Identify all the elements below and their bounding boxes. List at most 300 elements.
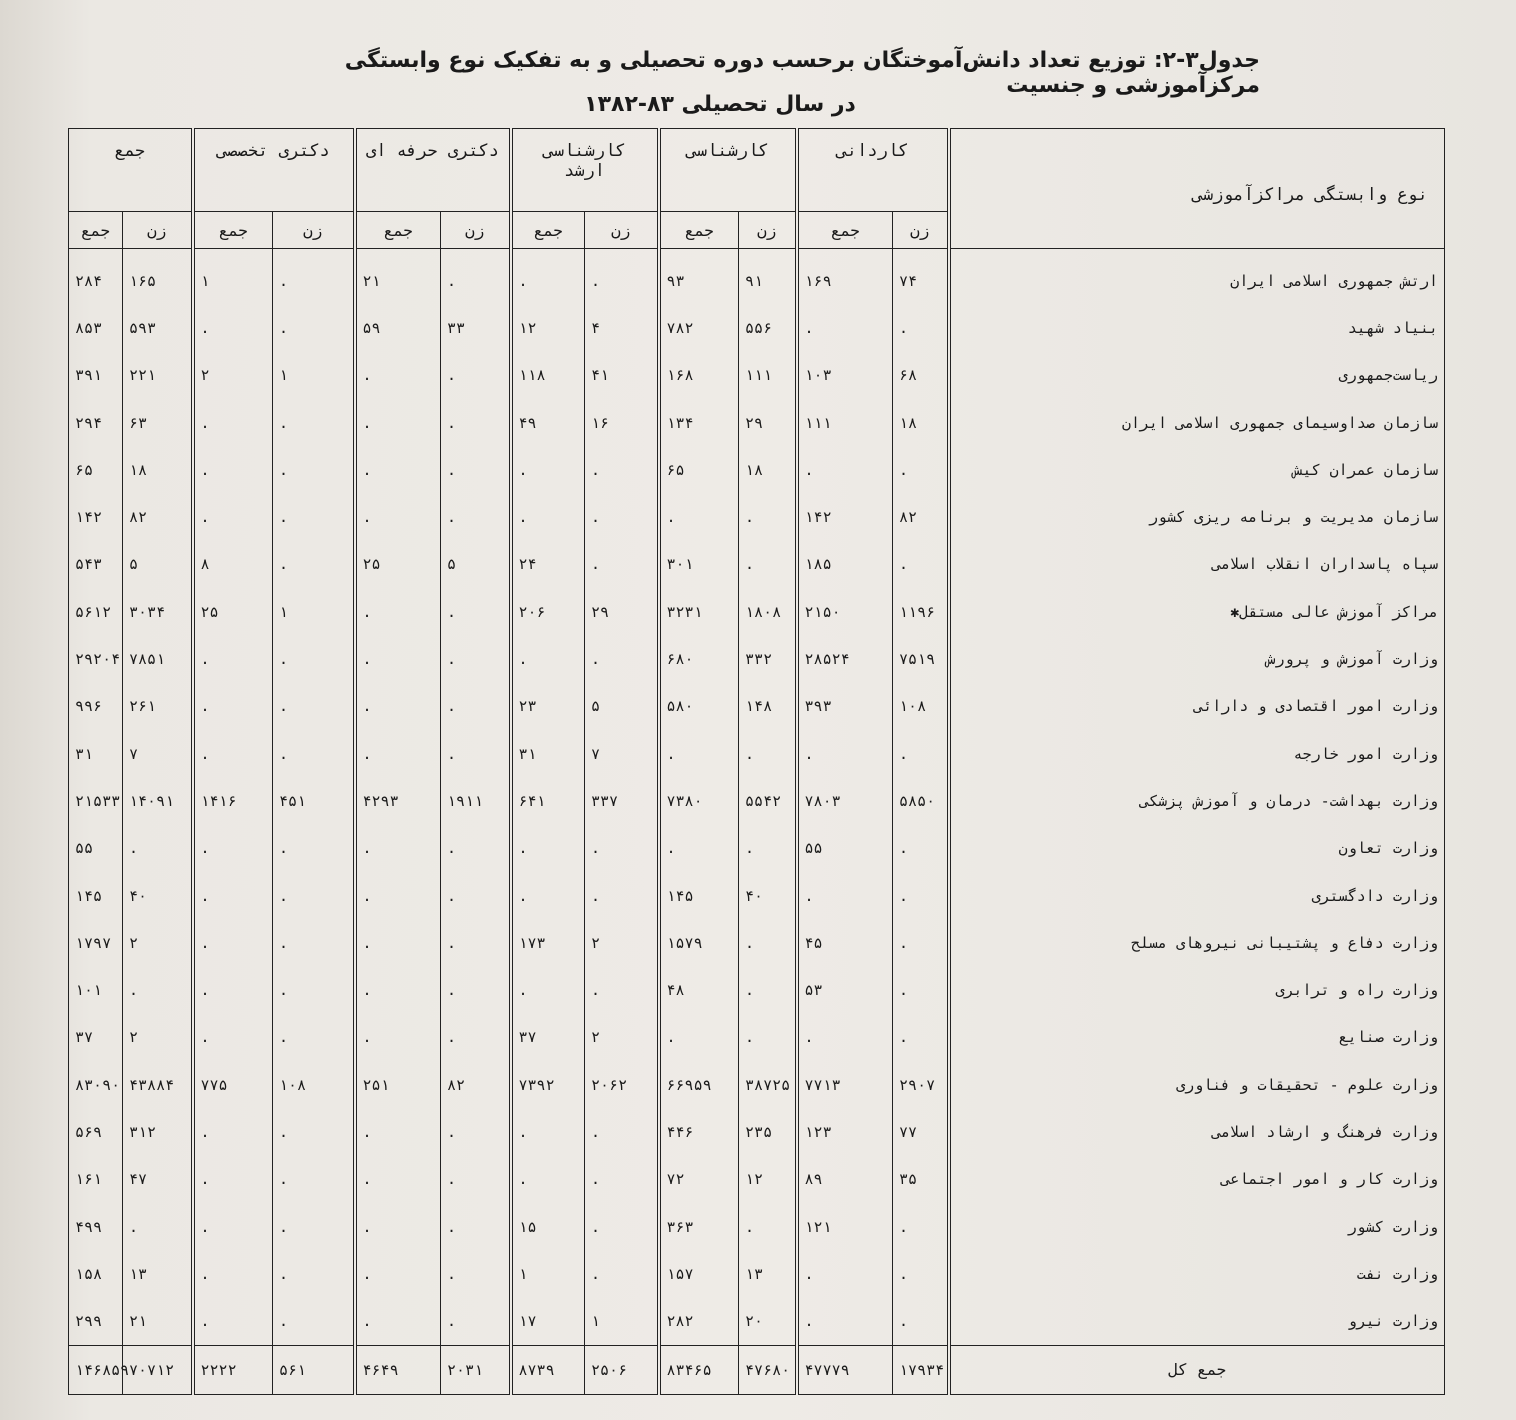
subheader-jam: جمع: [659, 212, 739, 249]
table-cell: ۱: [585, 1298, 659, 1346]
table-cell: ۱۱۱: [797, 399, 893, 446]
table-cell: ۳۰۳۴: [123, 588, 193, 635]
table-cell: .: [193, 304, 273, 351]
row-category: وزارت راه و ترابری: [949, 966, 1445, 1013]
table-cell: ۷۸۰۳: [797, 777, 893, 824]
table-cell: .: [273, 399, 355, 446]
table-cell: ۱۸۰۸: [739, 588, 797, 635]
table-row: [69, 352, 1445, 399]
subheader-jam: جمع: [355, 212, 441, 249]
table-row: [69, 1108, 1445, 1155]
row-category: وزارت امور خارجه: [949, 730, 1445, 777]
table-cell: ۲۰۶۲: [585, 1061, 659, 1108]
row-category: وزارت بهداشت- درمان و آموزش پزشکی: [949, 777, 1445, 824]
table-cell: ۷: [123, 730, 193, 777]
table-row: [69, 1250, 1445, 1297]
table-cell: ۵۵۶: [739, 304, 797, 351]
table-cell: .: [511, 493, 585, 540]
table-cell: .: [739, 541, 797, 588]
table-cell: ۲: [123, 1014, 193, 1061]
table-cell: .: [659, 1014, 739, 1061]
table-cell: .: [273, 1203, 355, 1250]
table-cell: .: [193, 825, 273, 872]
table-cell: .: [585, 541, 659, 588]
table-row: [69, 825, 1445, 872]
table-cell: .: [511, 1156, 585, 1203]
table-cell: .: [739, 1014, 797, 1061]
table-cell: .: [273, 249, 355, 305]
table-cell: .: [273, 304, 355, 351]
table-cell: .: [193, 635, 273, 682]
table-cell: .: [355, 825, 441, 872]
table-row: [69, 872, 1445, 919]
table-cell: .: [193, 493, 273, 540]
table-cell: ۵: [123, 541, 193, 588]
subheader-jam: جمع: [797, 212, 893, 249]
row-category: سپاه پاسداران انقلاب اسلامی: [949, 541, 1445, 588]
table-row: [69, 1156, 1445, 1203]
table-cell: ۱۴۲: [69, 493, 123, 540]
table-cell: .: [193, 872, 273, 919]
table-cell: .: [355, 1156, 441, 1203]
table-cell: ۲: [193, 352, 273, 399]
table-cell: .: [585, 1203, 659, 1250]
table-cell: ۱۳۴: [659, 399, 739, 446]
table-cell: ۳۳۷: [585, 777, 659, 824]
table-cell: ۱۳: [739, 1250, 797, 1297]
table-cell: ۳۵: [893, 1156, 949, 1203]
table-row: [69, 919, 1445, 966]
table-cell: .: [441, 1108, 511, 1155]
table-cell: .: [355, 872, 441, 919]
table-cell: .: [441, 1203, 511, 1250]
table-cell: ۲۸۵۲۴: [797, 635, 893, 682]
table-cell: ۷۷: [893, 1108, 949, 1155]
table-cell: ۱: [273, 352, 355, 399]
table-cell: .: [273, 1298, 355, 1346]
table-cell: .: [441, 730, 511, 777]
table-cell: ۴: [585, 304, 659, 351]
table-row: [69, 541, 1445, 588]
table-cell: .: [511, 446, 585, 493]
subheader-jam: جمع: [193, 212, 273, 249]
table-cell: ۸۵۳: [69, 304, 123, 351]
table-cell: .: [355, 352, 441, 399]
table-cell: ۳۶۳: [659, 1203, 739, 1250]
table-cell: .: [123, 966, 193, 1013]
subheader-zan: زن: [739, 212, 797, 249]
table-cell: .: [659, 493, 739, 540]
table-cell: ۳۹۳: [797, 683, 893, 730]
total-cell: ۲۵۰۶: [585, 1345, 659, 1394]
category-header: نوع وابستگی مراکزآموزشی: [949, 129, 1445, 249]
table-cell: .: [511, 825, 585, 872]
table-cell: ۱۷۳: [511, 919, 585, 966]
table-row: [69, 249, 1445, 305]
row-category: وزارت کار و امور اجتماعی: [949, 1156, 1445, 1203]
table-cell: .: [355, 446, 441, 493]
table-cell: .: [273, 730, 355, 777]
table-cell: ۲: [123, 919, 193, 966]
table-cell: .: [739, 730, 797, 777]
table-row: [69, 446, 1445, 493]
table-cell: .: [441, 872, 511, 919]
table-cell: .: [797, 1250, 893, 1297]
table-row: [69, 635, 1445, 682]
subheader-jam: جمع: [69, 212, 123, 249]
total-label: جمع کل: [949, 1345, 1445, 1394]
table-cell: .: [893, 825, 949, 872]
table-cell: .: [193, 1108, 273, 1155]
table-cell: .: [585, 1108, 659, 1155]
row-category: وزارت نفت: [949, 1250, 1445, 1297]
table-cell: ۱۲: [739, 1156, 797, 1203]
table-cell: ۳۷: [511, 1014, 585, 1061]
table-cell: .: [893, 541, 949, 588]
total-cell: ۷۰۷۱۲: [123, 1345, 193, 1394]
subheader-zan: زن: [273, 212, 355, 249]
table-cell: ۱۰۸: [273, 1061, 355, 1108]
table-cell: .: [355, 399, 441, 446]
row-category: وزارت نیرو: [949, 1298, 1445, 1346]
row-category: مراکز آموزش عالی مستقل✱: [949, 588, 1445, 635]
table-cell: ۳۳: [441, 304, 511, 351]
table-cell: ۳۱: [69, 730, 123, 777]
table-cell: ۵۹: [355, 304, 441, 351]
table-cell: ۸: [193, 541, 273, 588]
row-category: وزارت کشور: [949, 1203, 1445, 1250]
table-cell: .: [193, 1250, 273, 1297]
statistics-table: [68, 128, 1445, 1395]
table-cell: .: [441, 1250, 511, 1297]
table-cell: ۲۱: [123, 1298, 193, 1346]
table-cell: .: [441, 588, 511, 635]
table-cell: ۵۶۹: [69, 1108, 123, 1155]
table-cell: .: [355, 1203, 441, 1250]
row-category: سازمان عمران کیش: [949, 446, 1445, 493]
total-cell: ۱۴۶۸۵۹: [69, 1345, 123, 1394]
table-cell: ۱۸: [123, 446, 193, 493]
table-cell: ۱۲: [511, 304, 585, 351]
table-cell: ۲: [585, 919, 659, 966]
table-cell: ۱۱۸: [511, 352, 585, 399]
table-cell: .: [273, 872, 355, 919]
row-category: وزارت دفاع و پشتیبانی نیروهای مسلح: [949, 919, 1445, 966]
table-cell: .: [659, 825, 739, 872]
total-row: [69, 1345, 1445, 1394]
table-cell: .: [273, 1108, 355, 1155]
table-cell: ۹۹۶: [69, 683, 123, 730]
table-cell: .: [273, 541, 355, 588]
table-cell: ۷۴: [893, 249, 949, 305]
table-cell: .: [797, 304, 893, 351]
table-cell: .: [585, 635, 659, 682]
table-cell: ۱۶۹: [797, 249, 893, 305]
table-cell: .: [355, 1298, 441, 1346]
table-cell: .: [893, 730, 949, 777]
table-cell: ۱۲۱: [797, 1203, 893, 1250]
subheader-zan: زن: [585, 212, 659, 249]
total-cell: ۴۷۶۸۰: [739, 1345, 797, 1394]
table-cell: .: [585, 446, 659, 493]
table-cell: ۱۵۸: [69, 1250, 123, 1297]
table-cell: .: [355, 730, 441, 777]
table-cell: ۶۴۱: [511, 777, 585, 824]
table-cell: ۲۱۵۳۳: [69, 777, 123, 824]
table-subtitle: در سال تحصیلی ۸۳-۱۳۸۲: [584, 92, 856, 117]
table-cell: .: [273, 1250, 355, 1297]
table-cell: .: [893, 1014, 949, 1061]
row-category: سازمان صداوسیمای جمهوری اسلامی ایران: [949, 399, 1445, 446]
table-cell: .: [355, 493, 441, 540]
table-cell: ۵۵۴۲: [739, 777, 797, 824]
table-cell: ۷۸۲: [659, 304, 739, 351]
table-cell: ۵۳: [797, 966, 893, 1013]
table-cell: .: [585, 1156, 659, 1203]
table-cell: ۱۸۵: [797, 541, 893, 588]
total-cell: ۱۷۹۳۴: [893, 1345, 949, 1394]
table-cell: .: [441, 446, 511, 493]
total-cell: ۸۳۴۶۵: [659, 1345, 739, 1394]
table-cell: ۷۵۱۹: [893, 635, 949, 682]
table-cell: ۵: [441, 541, 511, 588]
table-cell: .: [273, 493, 355, 540]
table-cell: ۱: [511, 1250, 585, 1297]
table-cell: .: [511, 1108, 585, 1155]
table-cell: .: [585, 1250, 659, 1297]
table-cell: ۲: [585, 1014, 659, 1061]
table-cell: .: [441, 683, 511, 730]
subheader-jam: جمع: [511, 212, 585, 249]
table-cell: ۷۷۵: [193, 1061, 273, 1108]
group-header-doktori-herfei: دکتری حرفه ای: [355, 129, 511, 212]
table-cell: ۲۹۴: [69, 399, 123, 446]
table-cell: ۱۶۸: [659, 352, 739, 399]
table-row: [69, 777, 1445, 824]
table-cell: ۶۳: [123, 399, 193, 446]
table-cell: ۴۵: [797, 919, 893, 966]
table-cell: .: [123, 1203, 193, 1250]
table-cell: ۵۹۳: [123, 304, 193, 351]
table-cell: .: [441, 352, 511, 399]
table-cell: ۳۰۱: [659, 541, 739, 588]
table-cell: ۱۸: [739, 446, 797, 493]
row-category: وزارت فرهنگ و ارشاد اسلامی: [949, 1108, 1445, 1155]
table-cell: ۷۳۸۰: [659, 777, 739, 824]
table-cell: ۲۹۲۰۴: [69, 635, 123, 682]
table-cell: .: [441, 1298, 511, 1346]
table-cell: ۱۴۰۹۱: [123, 777, 193, 824]
table-cell: .: [193, 919, 273, 966]
row-category: سازمان مدیریت و برنامه ریزی کشور: [949, 493, 1445, 540]
table-cell: .: [585, 249, 659, 305]
table-cell: ۲۴: [511, 541, 585, 588]
table-cell: .: [193, 1298, 273, 1346]
table-cell: ۶۶۹۵۹: [659, 1061, 739, 1108]
table-cell: ۴۹۹: [69, 1203, 123, 1250]
table-cell: ۱: [193, 249, 273, 305]
table-cell: ۲۱۵۰: [797, 588, 893, 635]
total-cell: ۴۶۴۹: [355, 1345, 441, 1394]
table-cell: .: [893, 1298, 949, 1346]
table-cell: ۱۱۱: [739, 352, 797, 399]
table-cell: .: [273, 825, 355, 872]
table-cell: .: [441, 399, 511, 446]
table-cell: ۶۸۰: [659, 635, 739, 682]
table-row: [69, 1298, 1445, 1346]
table-cell: ۱۵۷: [659, 1250, 739, 1297]
table-cell: .: [739, 825, 797, 872]
table-cell: .: [893, 1203, 949, 1250]
table-cell: .: [659, 730, 739, 777]
table-cell: .: [511, 872, 585, 919]
table-cell: .: [585, 825, 659, 872]
table-cell: ۱۴۵: [659, 872, 739, 919]
group-header-jam: جمع: [69, 129, 193, 212]
table-cell: .: [797, 446, 893, 493]
table-cell: ۵۶۱۲: [69, 588, 123, 635]
row-category: وزارت امور اقتصادی و دارائی: [949, 683, 1445, 730]
table-cell: ۴۵۱: [273, 777, 355, 824]
table-cell: ۶۸: [893, 352, 949, 399]
row-category: وزارت صنایع: [949, 1014, 1445, 1061]
table-cell: .: [355, 966, 441, 1013]
total-cell: ۴۷۷۷۹: [797, 1345, 893, 1394]
table-cell: .: [585, 966, 659, 1013]
total-cell: ۲۲۲۲: [193, 1345, 273, 1394]
subheader-zan: زن: [893, 212, 949, 249]
table-cell: ۳۸۷۲۵: [739, 1061, 797, 1108]
table-cell: ۱۸: [893, 399, 949, 446]
table-cell: .: [193, 966, 273, 1013]
subheader-zan: زن: [123, 212, 193, 249]
table-cell: ۴۳۸۸۴: [123, 1061, 193, 1108]
table-cell: .: [511, 249, 585, 305]
table-cell: ۲۹۹: [69, 1298, 123, 1346]
table-cell: ۱۶: [585, 399, 659, 446]
table-row: [69, 1061, 1445, 1108]
table-cell: .: [585, 872, 659, 919]
table-cell: .: [739, 919, 797, 966]
subheader-zan: زن: [441, 212, 511, 249]
table-cell: ۵۸۰: [659, 683, 739, 730]
table-cell: .: [893, 304, 949, 351]
row-category: ارتش جمهوری اسلامی ایران: [949, 249, 1445, 305]
table-cell: ۱۶۵: [123, 249, 193, 305]
row-category: وزارت دادگستری: [949, 872, 1445, 919]
table-cell: ۱۵: [511, 1203, 585, 1250]
table-cell: ۲۸۲: [659, 1298, 739, 1346]
table-cell: ۲۳: [511, 683, 585, 730]
table-cell: ۳۳۲: [739, 635, 797, 682]
table-cell: .: [511, 635, 585, 682]
table-cell: ۱: [273, 588, 355, 635]
total-cell: ۸۷۳۹: [511, 1345, 585, 1394]
row-category: وزارت علوم - تحقیقات و فناوری: [949, 1061, 1445, 1108]
table-cell: ۲۹: [585, 588, 659, 635]
table-cell: .: [511, 966, 585, 1013]
row-category: ریاست‌جمهوری: [949, 352, 1445, 399]
table-cell: ۸۲: [123, 493, 193, 540]
table-cell: ۱۷۹۷: [69, 919, 123, 966]
table-cell: .: [441, 825, 511, 872]
table-cell: ۲۰۶: [511, 588, 585, 635]
table-cell: .: [797, 730, 893, 777]
table-cell: .: [585, 493, 659, 540]
table-cell: .: [355, 635, 441, 682]
table-title: جدول۳-۲: توزیع تعداد دانش‌آموختگان برحسب دوره تحصیلی و به تفکیک نوع وابستگی مرکزآموزشی و جنسیت: [344, 48, 1260, 98]
table-cell: ۲۳۵: [739, 1108, 797, 1155]
table-row: [69, 304, 1445, 351]
table-cell: ۱۰۱: [69, 966, 123, 1013]
table-cell: ۵۴۳: [69, 541, 123, 588]
table-cell: .: [893, 446, 949, 493]
table-cell: ۲۵: [355, 541, 441, 588]
table-cell: .: [273, 446, 355, 493]
table-row: [69, 730, 1445, 777]
table-cell: .: [441, 919, 511, 966]
table-cell: .: [893, 1250, 949, 1297]
table-cell: ۵۵: [69, 825, 123, 872]
table-cell: .: [273, 635, 355, 682]
table-cell: ۱۰۸: [893, 683, 949, 730]
table-cell: .: [893, 872, 949, 919]
table-cell: ۲۵۱: [355, 1061, 441, 1108]
table-cell: .: [355, 588, 441, 635]
row-category: بنیاد شهید: [949, 304, 1445, 351]
table-cell: ۸۳۰۹۰: [69, 1061, 123, 1108]
table-cell: ۸۲: [441, 1061, 511, 1108]
table-cell: ۱۱۹۶: [893, 588, 949, 635]
table-cell: ۴۹: [511, 399, 585, 446]
table-cell: .: [797, 1014, 893, 1061]
table-row: [69, 1203, 1445, 1250]
table-cell: ۱۲۳: [797, 1108, 893, 1155]
table-cell: .: [193, 1203, 273, 1250]
group-header-doktori-takhasosi: دکتری تخصصی: [193, 129, 355, 212]
table-cell: ۳۷: [69, 1014, 123, 1061]
table-cell: .: [355, 919, 441, 966]
table-row: [69, 683, 1445, 730]
table-row: [69, 588, 1445, 635]
table-cell: ۲۰: [739, 1298, 797, 1346]
table-cell: ۴۷: [123, 1156, 193, 1203]
table-cell: ۱۴۱۶: [193, 777, 273, 824]
table-cell: ۶۵: [69, 446, 123, 493]
table-cell: ۷: [585, 730, 659, 777]
table-cell: .: [893, 966, 949, 1013]
table-cell: ۲۵: [193, 588, 273, 635]
table-row: [69, 966, 1445, 1013]
table-cell: ۲۱: [355, 249, 441, 305]
table-cell: ۴۰: [123, 872, 193, 919]
table-cell: ۸۲: [893, 493, 949, 540]
table-cell: ۶۵: [659, 446, 739, 493]
table-cell: .: [193, 1014, 273, 1061]
table-cell: ۱۴۸: [739, 683, 797, 730]
table-cell: ۲۲۱: [123, 352, 193, 399]
table-cell: ۱۰۳: [797, 352, 893, 399]
table-cell: .: [355, 1014, 441, 1061]
table-cell: .: [739, 493, 797, 540]
table-cell: ۲۸۴: [69, 249, 123, 305]
table-cell: .: [739, 966, 797, 1013]
table-cell: ۳۱: [511, 730, 585, 777]
group-header-karshenasi: کارشناسی: [659, 129, 797, 212]
table-cell: ۴۱: [585, 352, 659, 399]
table-cell: .: [797, 1298, 893, 1346]
table-cell: ۴۸: [659, 966, 739, 1013]
